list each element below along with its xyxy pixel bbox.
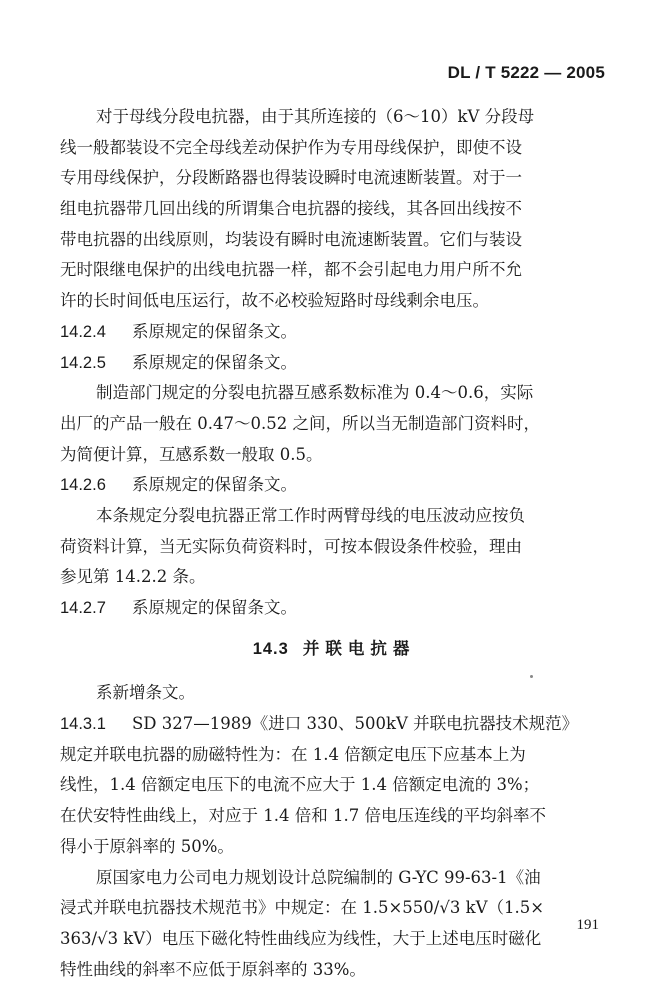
paragraph-line: 无时限继电保护的出线电抗器一样，都不会引起电力用户所不允 bbox=[60, 260, 522, 280]
clause-number: 14.2.4 bbox=[60, 322, 106, 341]
paragraph-line: 出厂的产品一般在 0.47～0.52 之间，所以当无制造部门资料时， bbox=[60, 413, 540, 433]
clause-number: 14.2.6 bbox=[60, 476, 106, 495]
paragraph-line: 线性，1.4 倍额定电压下的电流不应大于 1.4 倍额定电流的 3%； bbox=[60, 775, 540, 795]
paragraph-line: 参见第 14.2.2 条。 bbox=[60, 567, 206, 587]
paragraph-line: 规定并联电抗器的励磁特性为：在 1.4 倍额定电压下应基本上为 bbox=[60, 744, 526, 764]
paragraph-first-line: 本条规定分裂电抗器正常工作时两臂母线的电压波动应按负 bbox=[96, 505, 525, 525]
scan-speck bbox=[530, 675, 533, 678]
clause-text: 系原规定的保留条文。 bbox=[132, 475, 297, 495]
clause-text: 系原规定的保留条文。 bbox=[132, 598, 297, 617]
standard-code-header: DL / T 5222 — 2005 bbox=[447, 63, 605, 82]
paragraph-first-line: 制造部门规定的分裂电抗器互感系数标准为 0.4～0.6，实际 bbox=[96, 383, 534, 403]
paragraph-line: 得小于原斜率的 50%。 bbox=[60, 836, 234, 856]
body-text bbox=[60, 102, 608, 985]
paragraph-line: 特性曲线的斜率不应低于原斜率的 33%。 bbox=[60, 959, 366, 979]
paragraph-line: 363/√3 kV）电压下磁化特性曲线应为线性，大于上述电压时磁化 bbox=[60, 928, 542, 948]
paragraph-line: 组电抗器带几回出线的所谓集合电抗器的接线，其各回出线按不 bbox=[60, 199, 522, 219]
clause-line bbox=[60, 593, 608, 624]
paragraph-line: 线一般都装设不完全母线差动保护作为专用母线保护，即使不设 bbox=[60, 137, 522, 157]
section-heading bbox=[60, 634, 608, 665]
paragraph-line: 浸式并联电抗器技术规范书》中规定：在 1.5×550/√3 kV（1.5× bbox=[60, 898, 545, 918]
paragraph-line: 许的长时间低电压运行，故不必校验短路时母线剩余电压。 bbox=[60, 291, 489, 311]
paragraph-line: 在伏安特性曲线上，对应于 1.4 倍和 1.7 倍电压连线的平均斜率不 bbox=[60, 806, 546, 826]
page-number: 191 bbox=[576, 917, 599, 933]
clause-line bbox=[60, 348, 608, 379]
paragraph-line: 专用母线保护，分段断路器也得装设瞬时电流速断装置。对于一 bbox=[60, 168, 522, 188]
clause-text: SD 327—1989《进口 330、500kV 并联电抗器技术规范》 bbox=[132, 714, 579, 734]
paragraph-line: 为简便计算，互感系数一般取 0.5。 bbox=[60, 444, 323, 464]
clause-line bbox=[60, 470, 608, 501]
section-number: 14.3 bbox=[252, 639, 289, 658]
clause-line bbox=[60, 709, 608, 740]
paragraph-first-line: 对于母线分段电抗器，由于其所连接的（6～10）kV 分段母 bbox=[96, 107, 535, 126]
paragraph-first-line: 原国家电力公司电力规划设计总院编制的 G-YC 99-63-1《油 bbox=[96, 867, 541, 887]
clause-line bbox=[60, 317, 608, 348]
clause-number: 14.2.5 bbox=[60, 353, 106, 372]
paragraph-line: 带电抗器的出线原则，均装设有瞬时电流速断装置。它们与装设 bbox=[60, 229, 522, 249]
paragraph-first-line: 系新增条文。 bbox=[96, 683, 195, 703]
paragraph-line: 荷资料计算，当无实际负荷资料时，可按本假设条件校验，理由 bbox=[60, 536, 522, 556]
clause-number: 14.2.7 bbox=[60, 599, 106, 617]
clause-text: 系原规定的保留条文。 bbox=[132, 321, 297, 341]
clause-text: 系原规定的保留条文。 bbox=[132, 352, 297, 372]
section-title: 并联电抗器 bbox=[302, 639, 416, 658]
clause-number: 14.3.1 bbox=[60, 715, 106, 734]
